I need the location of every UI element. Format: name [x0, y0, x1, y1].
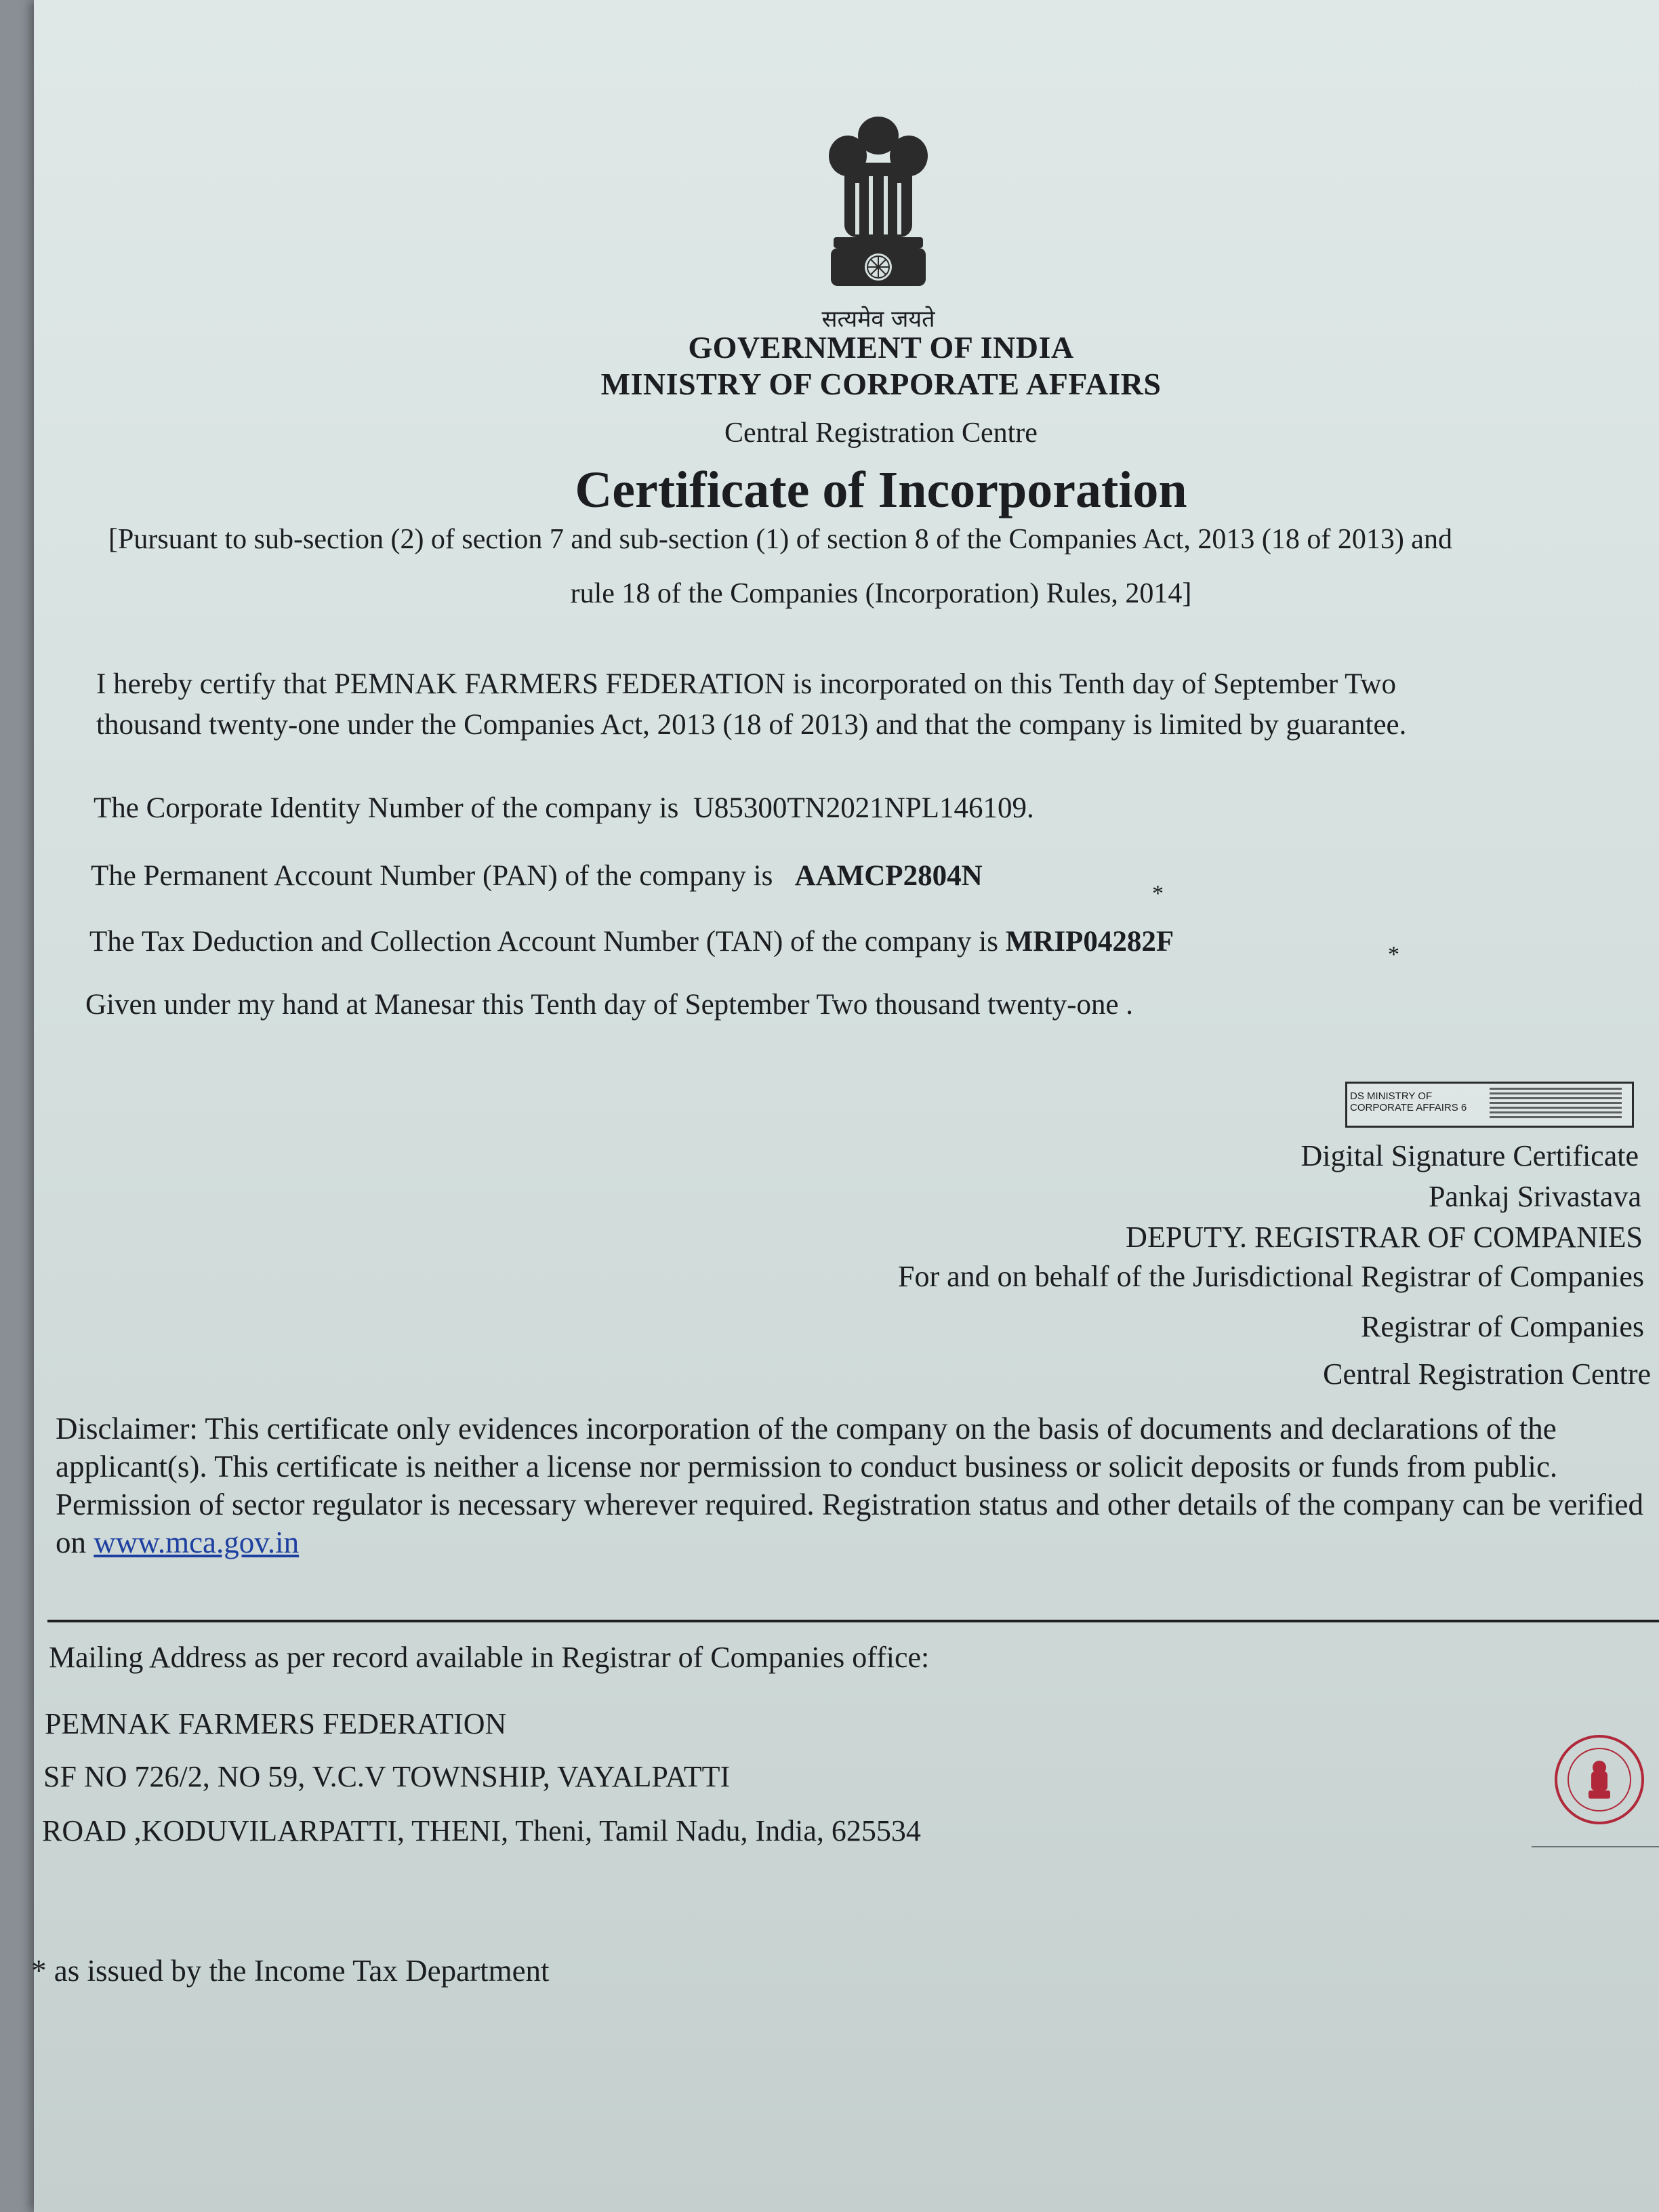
cin-value: U85300TN2021NPL146109.: [693, 792, 1034, 824]
signature-name: Pankaj Srivastava: [1428, 1180, 1641, 1213]
tan-line: [89, 925, 1174, 958]
ds-box-label: DS MINISTRY OF CORPORATE AFFAIRS 6: [1350, 1090, 1467, 1113]
mailing-address-line-1: SF NO 726/2, NO 59, V.C.V TOWNSHIP, VAYALPATTI: [43, 1760, 731, 1793]
certify-line-1: I hereby certify that PEMNAK FARMERS FEDERATION is incorporated on this Tenth day of September Two: [96, 668, 1396, 700]
footnote: * as issued by the Income Tax Department: [31, 1954, 550, 1988]
pan-value: AAMCP2804N: [794, 860, 983, 892]
tan-label: The Tax Deduction and Collection Account Number (TAN) of the company is: [89, 926, 998, 958]
mca-website-link[interactable]: www.mca.gov.in: [94, 1525, 300, 1559]
emblem-motto: सत्यमेव जयते: [821, 306, 935, 333]
national-emblem-icon: [811, 108, 946, 298]
signature-line-1: Digital Signature Certificate: [1300, 1139, 1639, 1172]
signature-behalf: For and on behalf of the Jurisdictional Registrar of Companies: [898, 1260, 1644, 1293]
tan-value: MRIP04282F: [1005, 926, 1174, 958]
signature-designation: DEPUTY. REGISTRAR OF COMPANIES: [1126, 1221, 1643, 1254]
mailing-address-line-2: ROAD ,KODUVILARPATTI, THENI, Theni, Tamil Nadu, India, 625534: [42, 1814, 921, 1847]
registration-centre: Central Registration Centre: [724, 417, 1038, 449]
mailing-company-name: PEMNAK FARMERS FEDERATION: [45, 1707, 507, 1740]
disclaimer-body: Disclaimer: This certificate only evidences incorporation of the company on the basis of documents and declarations of the applicant(s). This certificate is neither a license nor permission to conduct business or solicit deposits or funds from public. Permission of sector regulator is necessary wherever required. Registration status and other details of the company can be verified on: [56, 1412, 1643, 1559]
ministry-heading: MINISTRY OF CORPORATE AFFAIRS: [600, 367, 1162, 401]
signature-registrar: Registrar of Companies: [1361, 1310, 1644, 1343]
pursuant-line-1: [Pursuant to sub-section (2) of section 7 and sub-section (1) of section 8 of the Companies Act, 2013 (18 of 2013) and: [108, 524, 1452, 555]
certificate-title: Certificate of Incorporation: [575, 462, 1187, 518]
digital-signature-box: [1345, 1082, 1634, 1128]
mailing-heading: Mailing Address as per record available in Registrar of Companies office:: [49, 1641, 930, 1674]
pan-line: [91, 859, 983, 893]
pan-label: The Permanent Account Number (PAN) of the company is: [91, 860, 773, 892]
tan-asterisk: *: [1388, 942, 1399, 967]
pan-asterisk: *: [1152, 881, 1164, 906]
disclaimer-text: [56, 1410, 1655, 1561]
signature-centre: Central Registration Centre: [1323, 1357, 1651, 1391]
seal-underline: [1532, 1846, 1659, 1847]
government-heading: GOVERNMENT OF INDIA: [688, 330, 1074, 365]
certify-line-2: thousand twenty-one under the Companies Act, 2013 (18 of 2013) and that the company is limited by guarantee.: [96, 709, 1407, 741]
pursuant-line-2: rule 18 of the Companies (Incorporation) Rules, 2014]: [570, 578, 1192, 609]
cin-line: [94, 792, 1034, 825]
cin-label: The Corporate Identity Number of the company is: [94, 792, 679, 824]
given-line: Given under my hand at Manesar this Tenth day of September Two thousand twenty-one .: [85, 989, 1134, 1021]
ds-signature-details: [1490, 1088, 1622, 1120]
registrar-seal-icon: [1552, 1732, 1647, 1827]
section-divider: [47, 1620, 1659, 1622]
